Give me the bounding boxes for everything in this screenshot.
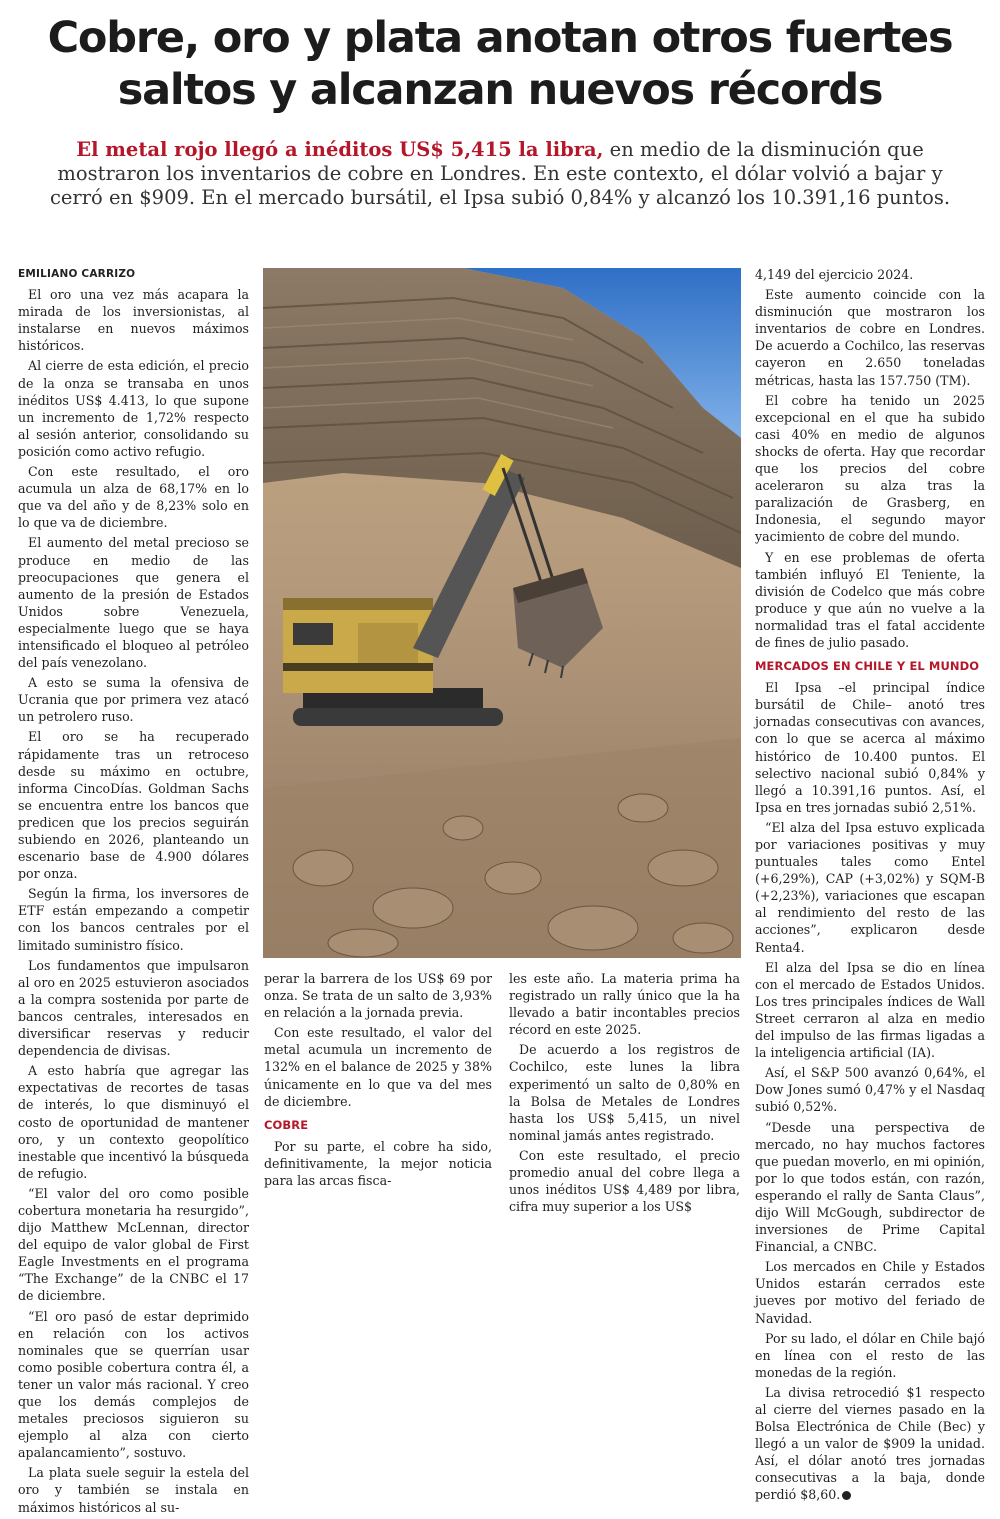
paragraph: El aumento del metal precioso se produce en medio de las preocupaciones que genera el aumento de la presión de Estados Unidos sobre Venezuela, especialmente luego que se haya intensificado el bloqueo al petróleo del país venezolano. [18,535,249,671]
column-2 [264,970,492,1192]
paragraph: “Desde una perspectiva de mercado, no hay muchos factores que puedan moverlo, en mi opinión, por lo que todos están, con razón, esperando el rally de Santa Claus”, dijo Will McGough, subdirector de inversiones de Prime Capital Financial, a CNBC. [755,1119,985,1255]
deck-highlight: El metal rojo llegó a inéditos US$ 5,415 la libra, [76,138,604,161]
paragraph: 4,149 del ejercicio 2024. [755,267,914,282]
paragraph: Con este resultado, el precio promedio anual del cobre llega a unos inéditos US$ 4,489 por libra, cifra muy superior a los US$ [509,1147,740,1215]
paragraph: Así, el S&P 500 avanzó 0,64%, el Dow Jones sumó 0,47% y el Nasdaq subió 0,52%. [755,1065,985,1115]
paragraph: Por su lado, el dólar en Chile bajó en línea con el resto de las monedas de la región. [755,1330,985,1380]
last-paragraph [755,1384,985,1504]
paragraph: De acuerdo a los registros de Cochilco, este lunes la libra experimentó un salto de 0,80% en la Bolsa de Metales de Londres hasta los US$ 5,415, un nivel nominal jamás antes registrado. [509,1042,740,1143]
column-4 [755,266,985,1507]
paragraph: “El alza del Ipsa estuvo explicada por variaciones positivas y muy puntuales tales como Entel (+6,29%), CAP (+3,02%) y SQM-B (+2,23%), variaciones que escapan al rendimiento del resto de las acciones”, explicaron desde Renta4. [755,819,985,955]
paragraph: Según la firma, los inversores de ETF están empezando a competir con los bancos centrales por el limitado suministro físico. [18,886,249,953]
paragraph: Con este resultado, el valor del metal acumula un incremento de 132% en el balance de 2025 y 38% únicamente en lo que va del mes de diciembre. [264,1025,492,1109]
byline: EMILIANO CARRIZO [18,268,136,280]
deck [30,138,970,210]
paragraph: “El oro pasó de estar deprimido en relación con los activos nominales que se querrían usar como posible cobertura contra él, a tener un valor más racional. Y creo que los demás complejos de metales preciosos siguieron su ejemplo al alza con cierto apalancamiento”, sostuvo. [18,1308,249,1461]
paragraph: “El valor del oro como posible cobertura monetaria ha resurgido”, dijo Matthew McLennan, director del equipo de valor global de First Eagle Investments en el programa “The Exchange” de la CNBC el 17 de diciembre. [18,1185,249,1304]
paragraph: Los mercados en Chile y Estados Unidos estarán cerrados este jueves por motivo del feriado de Navidad. [755,1259,985,1326]
paragraph: Y en ese problemas de oferta también influyó El Teniente, la división de Codelco que más cobre produce y que aún no vuelve a la normalidad tras el fatal accidente de fines de julio pasado. [755,549,985,650]
paragraph: les este año. La materia prima ha registrado un rally único que la ha llevado a batir incontables precios récord en este 2025. [509,971,740,1038]
paragraph: Al cierre de esta edición, el precio de la onza se transaba en unos inéditos US$ 4.413, lo que supone un incremento de 1,72% respecto al sesión anterior, consolidando su posición como activo refugio. [18,358,249,459]
paragraph: Este aumento coincide con la disminución que mostraron los inventarios de cobre en Londres. De acuerdo a Cochilco, las reservas cayeron en 2.650 toneladas métricas, hasta las 157.750 (TM). [755,287,985,388]
last-paragraph-text: La divisa retrocedió $1 respecto al cierre del viernes pasado en la Bolsa Electrónica de Chile (Bec) y llegó a un valor de $909 la unidad. Así, el dólar anotó tres jornadas consecutivas a la baja, donde perdió $8,60. [755,1384,985,1503]
paragraph: El oro se ha recuperado rápidamente tras un retroceso desde su máximo en octubre, informa CincoDías. Goldman Sachs se encuentra entre los bancos que predicen que los precios seguirán subiendo en 2026, planteando un escenario base de 4.900 dólares por onza. [18,729,249,882]
paragraph: La plata suele seguir la estela del oro y también se instala en máximos históricos al su- [18,1465,249,1515]
paragraph: perar la barrera de los US$ 69 por onza. Se trata de un salto de 3,93% en relación a la jornada previa. [264,971,492,1021]
paragraph: El Ipsa –el principal índice bursátil de Chile– anotó tres jornadas consecutivas con avances, con lo que se acerca al máximo histórico de 10.400 puntos. El selectivo nacional subió 0,84% y llegó a 10.391,16 puntos. Así, el Ipsa en tres jornadas subió 2,51%. [755,680,985,815]
section-heading-mercados: MERCADOS EN CHILE Y EL MUNDO [755,659,980,674]
paragraph: A esto habría que agregar las expectativas de recortes de tasas de interés, lo que disminuyó el costo de oportunidad de mantener oro, y un contexto geopolítico inestable que incentivó la búsqueda de refugio. [18,1063,249,1181]
paragraph: El cobre ha tenido un 2025 excepcional en el que ha subido casi 40% en medio de algunos shocks de oferta. Hay que recordar que los precios del cobre aceleraron su alza tras la paralización de Grasberg, en Indonesia, el segundo mayor yacimiento de cobre del mundo. [755,392,985,545]
headline: Cobre, oro y plata anotan otros fuertes saltos y alcanzan nuevos récords [47,13,953,115]
paragraph: A esto se suma la ofensiva de Ucrania que por primera vez atacó un petrolero ruso. [18,675,249,725]
column-1 [18,266,249,1519]
column-3 [509,970,740,1218]
paragraph: El oro una vez más acapara la mirada de los inversionistas, al instalarse en nuevos máximos históricos. [18,287,249,354]
mining-shovel-photo [263,268,741,958]
paragraph: El alza del Ipsa se dio en línea con el mercado de Estados Unidos. Los tres principales índices de Wall Street cerraron al alza en medio del impulso de las firmas ligadas a la inteligencia artificial (IA). [755,959,985,1061]
end-mark-icon [842,1491,851,1500]
section-heading-cobre: COBRE [264,1117,309,1132]
paragraph: Por su parte, el cobre ha sido, definitivamente, la mejor noticia para las arcas fisca- [264,1138,492,1189]
deck-text: en medio de la disminución que mostraron los inventarios de cobre en Londres. En este contexto, el dólar volvió a bajar y cerró en $909. En el mercado bursátil, el Ipsa subió 0,84% y alcanzó los 10.391,16 puntos. [49,138,951,209]
paragraph: Con este resultado, el oro acumula un alza de 68,17% en lo que va del año y de 8,23% solo en lo que va de diciembre. [18,464,249,531]
paragraph: Los fundamentos que impulsaron al oro en 2025 estuvieron asociados a la compra sostenida por parte de bancos centrales, interesados en diversificar reservas y reducir dependencia de divisas. [18,957,249,1059]
photo-illustration [263,268,741,958]
